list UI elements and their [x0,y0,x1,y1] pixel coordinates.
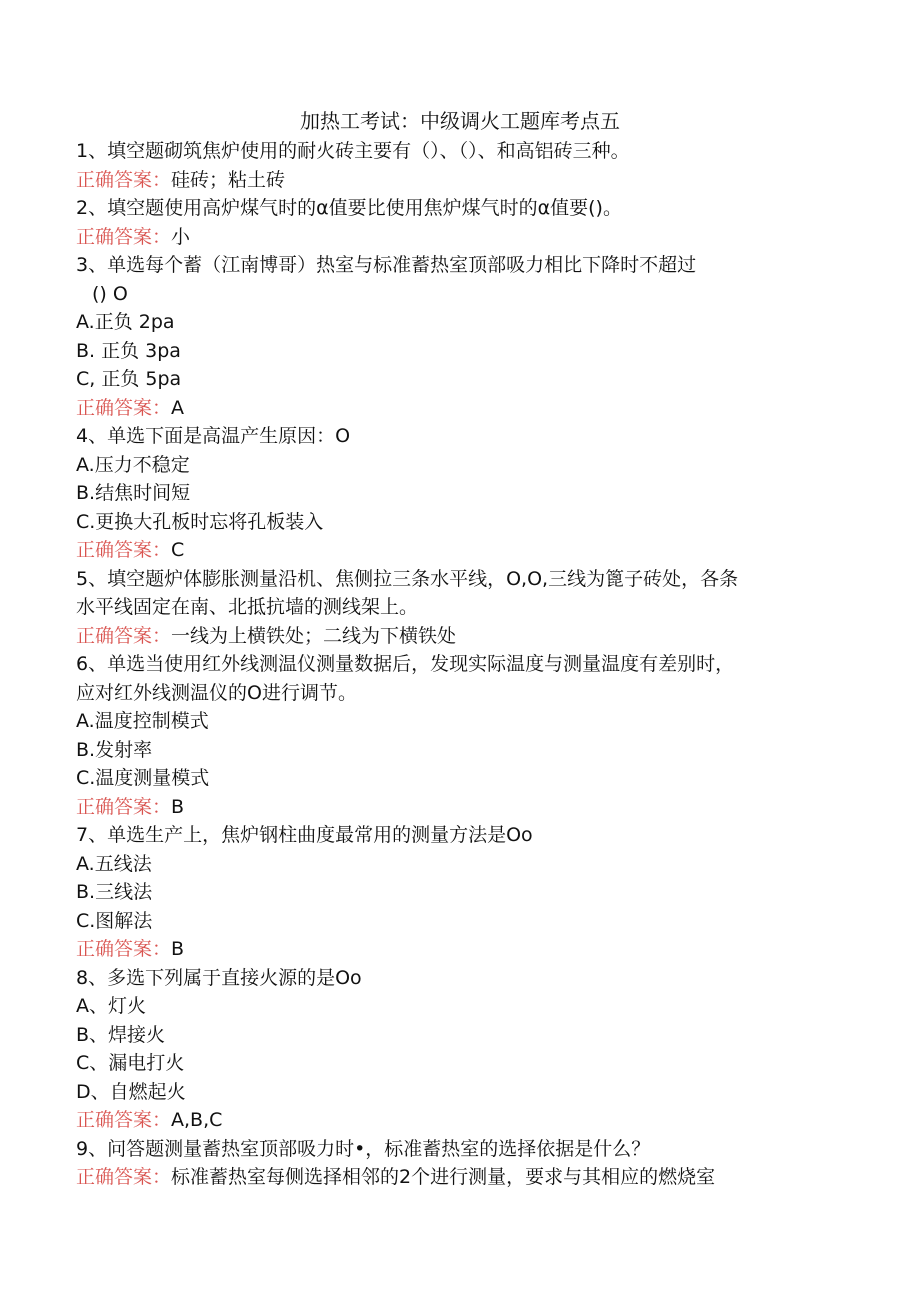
document-title: 加热工考试：中级调火工题库考点五 [300,109,620,133]
question-line: 5、填空题炉体膨胀测量沿机、焦侧拉三条水平线，O,O,三线为篦子砖处，各条 [76,567,739,590]
question-line: 2、填空题使用高炉煤气时的α值要比使用焦炉煤气时的α值要()。 [76,197,622,219]
question-line: B.发射率 [76,738,153,761]
question-line: C.温度测量模式 [76,767,210,789]
answer-label: 正确答案： [76,168,172,191]
question-line: A.正负 2pa [76,311,175,333]
answer-line [76,935,820,964]
answer-text: 一线为上横铁处；二线为下横铁处 [171,624,457,647]
question-line: 应对红外线测温仪的O进行调节。 [76,681,357,704]
answer-text: 硅砖；粘土砖 [171,168,286,191]
answer-label: 正确答案： [76,225,172,248]
answer-text: C [171,539,185,561]
answer-label: 正确答案： [76,1166,172,1188]
answer-line [76,166,820,195]
answer-line [76,1106,820,1135]
question-line: A.五线法 [76,852,152,875]
document-body [76,137,820,1192]
question-line: B.三线法 [76,881,153,903]
question-line: 7、单选生产上，焦炉钢柱曲度最常用的测量方法是Oo [76,824,533,846]
question-line: 9、问答题测量蓄热室顶部吸力时•，标准蓄热室的选择依据是什么？ [76,1137,651,1160]
answer-text: 标准蓄热室每侧选择相邻的2个进行测量，要求与其相应的燃烧室 [171,1166,716,1188]
question-line: B.结焦时间短 [76,482,191,504]
question-line: C.图解法 [76,909,153,932]
question-line: 6、单选当使用红外线测温仪测量数据后，发现实际温度与测量温度有差别时， [76,653,735,675]
answer-label: 正确答案： [76,795,172,818]
question-line: 水平线固定在南、北抵抗墙的测线架上。 [76,596,419,618]
question-line: B. 正负 3pa [76,339,181,362]
question-line: B、焊接火 [76,1023,166,1046]
answer-label: 正确答案： [76,396,172,419]
question-line: () O [92,282,128,305]
answer-label: 正确答案： [76,624,172,647]
answer-line [76,793,820,822]
question-line: 3、单选每个蓄（江南博哥）热室与标准蓄热室顶部吸力相比下降时不超过 [76,254,697,276]
answer-line [76,622,820,651]
question-line: 8、多选下列属于直接火源的是Oo [76,966,362,989]
question-line: A.温度控制模式 [76,710,209,732]
answer-label: 正确答案： [76,539,172,561]
answer-text: A [171,396,185,419]
answer-line [76,536,820,565]
question-line: 4、单选下面是高温产生原因：O [76,425,351,447]
question-line: C、漏电打火 [76,1052,185,1074]
answer-label: 正确答案： [76,1109,172,1131]
question-line: C.更换大孔板时忘将孔板装入 [76,510,324,533]
answer-line [76,394,820,423]
question-line: 1、填空题砌筑焦炉使用的耐火砖主要有（）、（）、和高铝砖三种。 [76,140,630,162]
question-line: C, 正负 5pa [76,368,182,390]
question-line: D、自燃起火 [76,1080,186,1103]
answer-label: 正确答案： [76,938,172,960]
answer-line [76,1163,820,1192]
answer-line [76,223,820,252]
answer-text: A,B,C [171,1109,223,1131]
question-line: A.压力不稳定 [76,453,190,476]
answer-text: B [171,795,185,818]
answer-text: B [171,938,185,960]
question-line: A、灯火 [76,995,146,1017]
answer-text: 小 [171,225,191,248]
